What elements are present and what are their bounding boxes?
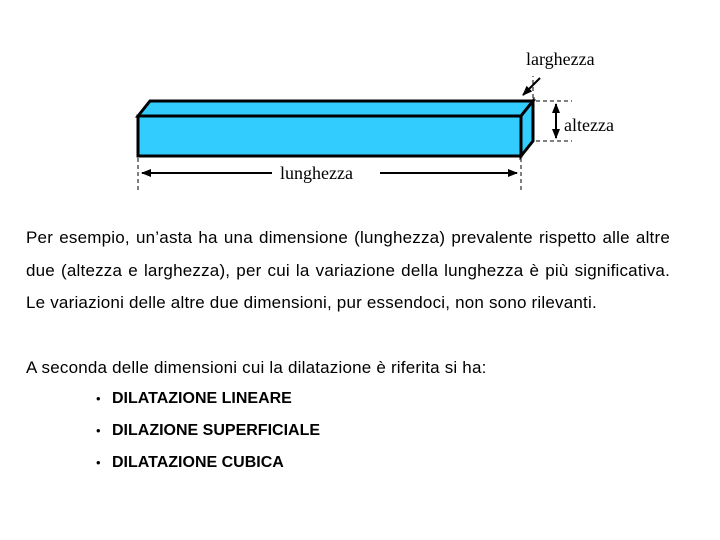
list-item-label: DILATAZIONE LINEARE bbox=[112, 390, 292, 407]
bullet-icon: • bbox=[96, 455, 101, 470]
bar-top-face bbox=[138, 101, 533, 116]
bar-dimension-diagram bbox=[0, 0, 720, 200]
bullet-icon: • bbox=[96, 391, 101, 406]
list-item-label: DILATAZIONE CUBICA bbox=[112, 454, 284, 471]
list-item-label: DILAZIONE SUPERFICIALE bbox=[112, 422, 321, 439]
bar-3d-shape bbox=[138, 101, 533, 156]
dilatation-types-list bbox=[96, 383, 320, 479]
width-arrow bbox=[523, 78, 540, 95]
list-item bbox=[96, 415, 320, 447]
dilatation-intro: A seconda delle dimensioni cui la dilatazione è riferita si ha: bbox=[26, 358, 487, 377]
width-label: larghezza bbox=[526, 49, 595, 69]
list-item bbox=[96, 383, 320, 415]
height-label: altezza bbox=[564, 115, 614, 135]
bar-front-face bbox=[138, 116, 521, 156]
intro-paragraph: Per esempio, un’asta ha una dimensione (lunghezza) prevalente rispetto alle altre due (altezza e larghezza), per cui la variazione della lunghezza è più significativa. Le variazioni delle altre due dimensioni, pur essendoci, non sono rilevanti. bbox=[26, 228, 670, 312]
bullet-icon: • bbox=[96, 423, 101, 438]
length-label: lunghezza bbox=[280, 163, 353, 183]
list-item bbox=[96, 447, 320, 479]
